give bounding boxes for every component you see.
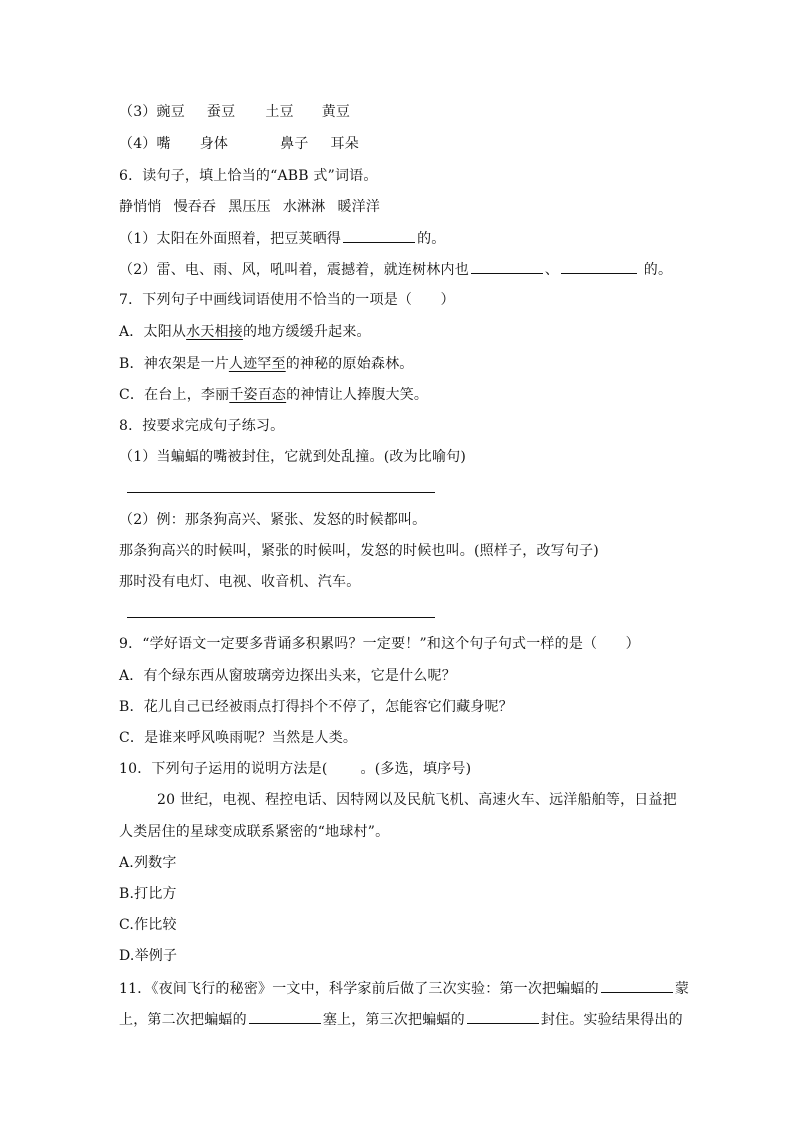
- fill-blank[interactable]: [249, 1009, 321, 1024]
- sentence-text: 、: [544, 262, 560, 278]
- q6-sentence-1: [119, 228, 446, 249]
- q6-word-bank: [119, 197, 380, 217]
- fill-blank[interactable]: [467, 1009, 539, 1024]
- q8-sentence-4: 那时没有电灯、电视、收音机、汽车。: [119, 574, 361, 590]
- sentence-text: 11．《夜间飞行的秘密》一文中，科学家前后做了三次实验：第一次把蝙蝠的: [119, 981, 599, 997]
- q11-line-2: [119, 1009, 683, 1030]
- option-text: B．神农架是一片: [119, 356, 229, 372]
- q10-option-d: D.举例子: [119, 948, 178, 964]
- fill-blank[interactable]: [343, 228, 415, 243]
- word-option: 黑压压: [228, 199, 271, 215]
- word: 身体: [199, 136, 229, 152]
- answer-line[interactable]: [127, 617, 435, 618]
- word: 鼻子: [280, 136, 309, 152]
- q8-title: 8．按要求完成句子练习。: [119, 418, 285, 434]
- q9-option-c: C．是谁来呼风唤雨呢？当然是人类。: [119, 730, 358, 746]
- option-text: A．太阳从: [119, 324, 187, 340]
- underlined-word: 千姿百态: [229, 387, 287, 403]
- option-text: 的神秘的原始森林。: [285, 356, 414, 372]
- answer-line[interactable]: [127, 492, 435, 493]
- option-text: 的地方缓缓升起来。: [242, 324, 371, 340]
- word-option: 水淋淋: [282, 199, 326, 215]
- q10-option-a: A.列数字: [119, 855, 177, 871]
- q9-title: 9．“学好语文一定要多背诵多积累吗？一定要！”和这个句子句式一样的是（ ）: [119, 636, 640, 652]
- option-text: 的神情让人捧腹大笑。: [286, 387, 429, 403]
- row-number: （4）: [119, 136, 157, 152]
- q9-option-b: B．花儿自己已经被雨点打得抖个不停了，怎能容它们藏身呢？: [119, 699, 513, 715]
- underlined-word: 水天相接: [186, 324, 243, 340]
- q5-row-3: [119, 102, 350, 122]
- q5-row-4: [119, 134, 359, 154]
- q9-option-a: A．有个绿东西从窗玻璃旁边探出头来，它是什么呢？: [119, 668, 456, 684]
- word-option: 暖洋洋: [337, 199, 381, 215]
- q7-option-c: [119, 385, 428, 405]
- sentence-text: 的。: [639, 262, 673, 278]
- fill-blank[interactable]: [561, 259, 637, 274]
- sentence-text: （2）雷、电、雨、风，吼叫着，震撼着，就连树林内也: [119, 262, 469, 278]
- q7-title: 7．下列句子中画线词语使用不恰当的一项是（ ）: [119, 292, 455, 308]
- q7-option-b: [119, 354, 414, 374]
- word-option: 慢吞吞: [173, 199, 217, 215]
- word: 蚕豆: [206, 104, 236, 120]
- q8-sentence-2: （2）例：那条狗高兴、紧张、发怒的时候都叫。: [119, 512, 427, 528]
- sentence-text: （1）太阳在外面照着，把豆荚晒得: [119, 231, 342, 247]
- sentence-text: 蒙: [674, 981, 690, 997]
- word: 嘴: [156, 136, 171, 152]
- word: 土豆: [265, 104, 294, 120]
- q10-passage-line-2: 人类居住的星球变成联系紧密的“地球村”。: [119, 824, 390, 840]
- q10-option-c: C.作比较: [119, 917, 177, 933]
- option-text: C．在台上，李丽: [119, 387, 230, 403]
- fill-blank[interactable]: [471, 259, 543, 274]
- word: 黄豆: [321, 104, 351, 120]
- q6-sentence-2: [119, 259, 672, 280]
- q10-title: 10．下列句子运用的说明方法是( 。(多选，填序号): [119, 761, 472, 777]
- q6-title: 6．读句子，填上恰当的“ABB 式”词语。: [119, 168, 378, 184]
- word-option: 静悄悄: [119, 199, 162, 215]
- sentence-text: 塞上，第三次把蝙蝠的: [322, 1012, 465, 1028]
- sentence-text: 的。: [417, 231, 446, 247]
- word: 豌豆: [156, 104, 185, 120]
- q8-sentence-1: （1）当蝙蝠的嘴被封住，它就到处乱撞。(改为比喻句): [119, 449, 467, 465]
- underlined-word: 人迹罕至: [228, 356, 286, 372]
- q7-option-a: [119, 322, 371, 342]
- sentence-text: 上，第二次把蝙蝠的: [119, 1012, 247, 1028]
- row-number: （3）: [119, 104, 157, 120]
- word: 耳朵: [330, 136, 359, 152]
- sentence-text: 封住。实验结果得出的: [540, 1012, 683, 1028]
- q8-sentence-3: 那条狗高兴的时候叫，紧张的时候叫，发怒的时候也叫。(照样子，改写句子): [119, 543, 599, 559]
- q10-option-b: B.打比方: [119, 886, 177, 902]
- fill-blank[interactable]: [601, 978, 673, 993]
- q10-passage-line-1: 20 世纪，电视、程控电话、因特网以及民航飞机、高速火车、远洋船舶等，日益把: [157, 792, 677, 808]
- q11-line-1: [119, 978, 689, 999]
